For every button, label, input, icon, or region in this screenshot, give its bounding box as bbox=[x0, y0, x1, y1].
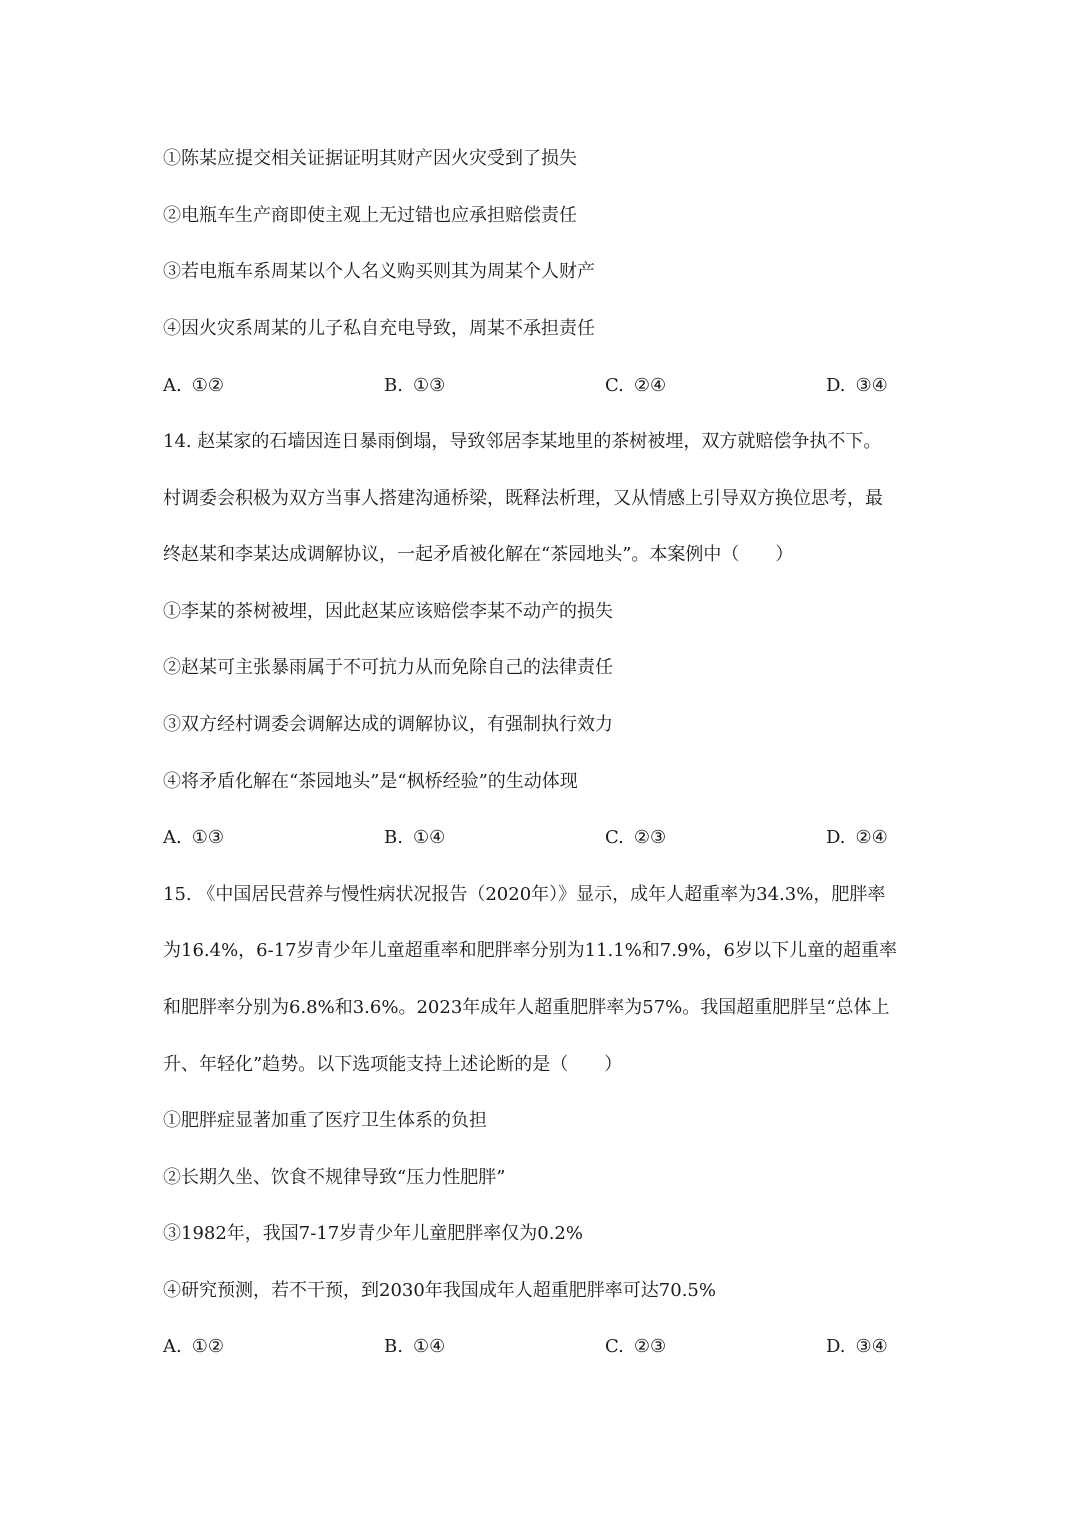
q13-option-b: B. ①③ bbox=[384, 375, 446, 396]
q15-option-c: C. ②③ bbox=[605, 1336, 667, 1357]
q15-option-b: B. ①④ bbox=[384, 1336, 446, 1357]
q13-options bbox=[163, 372, 923, 400]
q15-stem-line-4: 升、年轻化”趋势。以下选项能支持上述论断的是（ ） bbox=[163, 1054, 623, 1075]
q14-stem-line-2: 村调委会积极为双方当事人搭建沟通桥梁，既释法析理，又从情感上引导双方换位思考，最 bbox=[163, 488, 883, 509]
q14-statement-2: ②赵某可主张暴雨属于不可抗力从而免除自己的法律责任 bbox=[163, 657, 613, 678]
q15-statement-1: ①肥胖症显著加重了医疗卫生体系的负担 bbox=[163, 1110, 487, 1131]
q14-statement-1: ①李某的茶树被埋，因此赵某应该赔偿李某不动产的损失 bbox=[163, 601, 613, 622]
q13-option-c: C. ②④ bbox=[605, 375, 667, 396]
q14-option-a: A. ①③ bbox=[163, 827, 225, 848]
q14-statement-3: ③双方经村调委会调解达成的调解协议，有强制执行效力 bbox=[163, 714, 613, 735]
q15-option-d: D. ③④ bbox=[826, 1336, 888, 1357]
q14-option-b: B. ①④ bbox=[384, 827, 446, 848]
q15-statement-4: ④研究预测，若不干预，到2030年我国成年人超重肥胖率可达70.5% bbox=[163, 1280, 716, 1301]
q14-statement-4: ④将矛盾化解在“茶园地头”是“枫桥经验”的生动体现 bbox=[163, 771, 578, 792]
q15-stem-line-1: 15. 《中国居民营养与慢性病状况报告（2020年）》显示，成年人超重率为34.3%，肥胖率 bbox=[163, 884, 886, 905]
q13-statement-4: ④因火灾系周某的儿子私自充电导致，周某不承担责任 bbox=[163, 318, 595, 339]
q15-stem-line-3: 和肥胖率分别为6.8%和3.6%。2023年成年人超重肥胖率为57%。我国超重肥胖呈“总体上 bbox=[163, 997, 890, 1018]
q13-statement-1: ①陈某应提交相关证据证明其财产因火灾受到了损失 bbox=[163, 148, 577, 169]
q13-option-a: A. ①② bbox=[163, 375, 225, 396]
q13-statement-3: ③若电瓶车系周某以个人名义购买则其为周某个人财产 bbox=[163, 261, 595, 282]
q15-options bbox=[163, 1333, 923, 1361]
q15-option-a: A. ①② bbox=[163, 1336, 225, 1357]
q14-options bbox=[163, 824, 923, 852]
q14-stem-line-3: 终赵某和李某达成调解协议，一起矛盾被化解在“茶园地头”。本案例中（ ） bbox=[163, 544, 794, 565]
q15-statement-2: ②长期久坐、饮食不规律导致“压力性肥胖” bbox=[163, 1167, 506, 1188]
q15-stem-line-2: 为16.4%，6-17岁青少年儿童超重率和肥胖率分别为11.1%和7.9%，6岁以下儿童的超重率 bbox=[163, 940, 897, 961]
q14-stem-line-1: 14. 赵某家的石墙因连日暴雨倒塌，导致邻居李某地里的茶树被埋，双方就赔偿争执不下。 bbox=[163, 431, 882, 452]
q15-statement-3: ③1982年，我国7-17岁青少年儿童肥胖率仅为0.2% bbox=[163, 1223, 583, 1244]
q14-option-c: C. ②③ bbox=[605, 827, 667, 848]
q13-statement-2: ②电瓶车生产商即使主观上无过错也应承担赔偿责任 bbox=[163, 205, 577, 226]
q13-option-d: D. ③④ bbox=[826, 375, 888, 396]
q14-option-d: D. ②④ bbox=[826, 827, 888, 848]
